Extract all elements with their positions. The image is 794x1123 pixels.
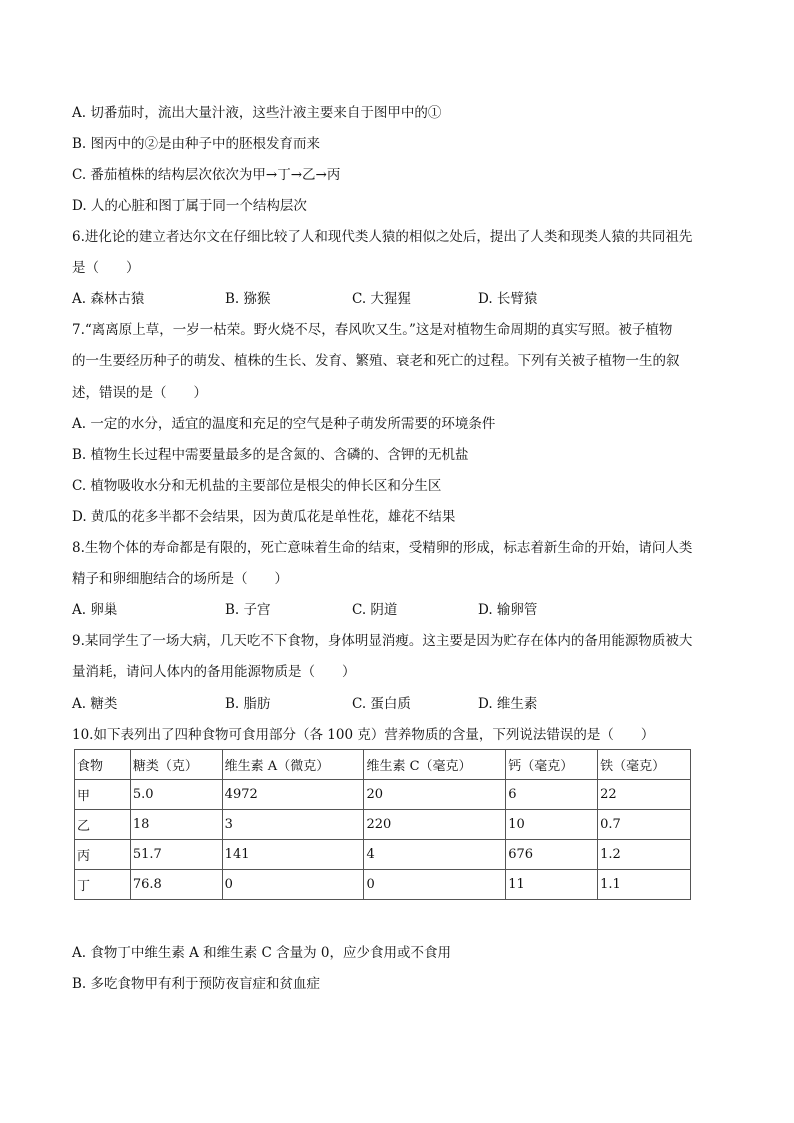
table-header-cell: 维生素 A（微克） <box>222 750 364 780</box>
table-header-cell: 铁（毫克） <box>598 750 691 780</box>
table-cell: 丙 <box>75 840 131 870</box>
table-cell: 4 <box>364 840 506 870</box>
q7-option-b: B. 植物生长过程中需要量最多的是含氮的、含磷的、含钾的无机盐 <box>72 447 469 463</box>
table-cell: 4972 <box>222 780 364 810</box>
table-row <box>75 840 691 870</box>
q5-option-b: B. 图丙中的②是由种子中的胚根发育而来 <box>72 136 321 152</box>
q6-stem-line2: 是（ ） <box>72 260 140 276</box>
q10-stem: 10.如下表列出了四种食物可食用部分（各 100 克）营养物质的含量，下列说法错误的是（ ） <box>72 727 655 743</box>
q6-stem-line1: 6.进化论的建立者达尔文在仔细比较了人和现代类人猿的相似之处后，提出了人类和现类人猿的共同祖先 <box>72 229 693 245</box>
table-cell: 76.8 <box>130 870 222 900</box>
q7-stem-line2: 的一生要经历种子的萌发、植株的生长、发育、繁殖、衰老和死亡的过程。下列有关被子植物一生的叙 <box>72 353 680 369</box>
table-cell: 22 <box>598 780 691 810</box>
q10-option-b: B. 多吃食物甲有利于预防夜盲症和贫血症 <box>72 976 321 992</box>
table-header-cell: 糖类（克） <box>130 750 222 780</box>
q9-option-b: B. 脂肪 <box>225 696 271 712</box>
q8-stem-line1: 8.生物个体的寿命都是有限的，死亡意味着生命的结束，受精卵的形成，标志着新生命的开始，请问人类 <box>72 540 693 556</box>
table-cell: 6 <box>506 780 598 810</box>
q9-stem-line1: 9.某同学生了一场大病，几天吃不下食物，身体明显消瘦。这主要是因为贮存在体内的备用能源物质被大 <box>72 633 693 649</box>
table-cell: 11 <box>506 870 598 900</box>
table-cell: 0 <box>364 870 506 900</box>
q7-stem-line1: 7.“离离原上草，一岁一枯荣。野火烧不尽，春风吹又生。”这是对植物生命周期的真实写照。被子植物 <box>72 322 673 338</box>
table-cell: 10 <box>506 810 598 840</box>
q8-option-c: C. 阴道 <box>352 602 398 618</box>
table-header-row <box>75 750 691 780</box>
q9-option-d: D. 维生素 <box>478 696 538 712</box>
table-header-cell: 维生素 C（毫克） <box>364 750 506 780</box>
q6-option-a: A. 森林古猿 <box>72 291 145 307</box>
q8-option-d: D. 输卵管 <box>478 602 538 618</box>
table-header-cell: 钙（毫克） <box>506 750 598 780</box>
q8-stem-line2: 精子和卵细胞结合的场所是（ ） <box>72 571 288 587</box>
table-cell: 0.7 <box>598 810 691 840</box>
q6-option-b: B. 猕猴 <box>225 291 271 307</box>
table-cell: 乙 <box>75 810 131 840</box>
q9-option-a: A. 糖类 <box>72 696 118 712</box>
q5-option-c: C. 番茄植株的结构层次依次为甲→丁→乙→丙 <box>72 167 341 183</box>
table-cell: 676 <box>506 840 598 870</box>
table-row <box>75 810 691 840</box>
table-cell: 1.2 <box>598 840 691 870</box>
q9-option-c: C. 蛋白质 <box>352 696 411 712</box>
table-cell: 18 <box>130 810 222 840</box>
table-cell: 20 <box>364 780 506 810</box>
q7-option-c: C. 植物吸收水分和无机盐的主要部位是根尖的伸长区和分生区 <box>72 478 442 494</box>
table-cell: 220 <box>364 810 506 840</box>
table-cell: 0 <box>222 870 364 900</box>
q7-option-d: D. 黄瓜的花多半都不会结果，因为黄瓜花是单性花，雄花不结果 <box>72 509 456 525</box>
q5-option-a: A. 切番茄时，流出大量汁液，这些汁液主要来自于图甲中的① <box>72 105 442 121</box>
table-cell: 141 <box>222 840 364 870</box>
table-row <box>75 780 691 810</box>
table-cell: 51.7 <box>130 840 222 870</box>
table-header-cell: 食物 <box>75 750 131 780</box>
q10-option-a: A. 食物丁中维生素 A 和维生素 C 含量为 0，应少食用或不食用 <box>72 945 451 961</box>
q8-option-b: B. 子宫 <box>225 602 271 618</box>
table-row <box>75 870 691 900</box>
q6-option-d: D. 长臂猿 <box>478 291 538 307</box>
q7-stem-line3: 述，错误的是（ ） <box>72 385 207 401</box>
table-cell: 1.1 <box>598 870 691 900</box>
q9-stem-line2: 量消耗，请问人体内的备用能源物质是（ ） <box>72 664 356 680</box>
table-cell: 5.0 <box>130 780 222 810</box>
nutrition-table <box>74 749 691 900</box>
q8-option-a: A. 卵巢 <box>72 602 118 618</box>
q5-option-d: D. 人的心脏和图丁属于同一个结构层次 <box>72 198 307 214</box>
q7-option-a: A. 一定的水分，适宜的温度和充足的空气是种子萌发所需要的环境条件 <box>72 416 496 432</box>
table-cell: 甲 <box>75 780 131 810</box>
q6-option-c: C. 大猩猩 <box>352 291 411 307</box>
table-cell: 3 <box>222 810 364 840</box>
table-cell: 丁 <box>75 870 131 900</box>
